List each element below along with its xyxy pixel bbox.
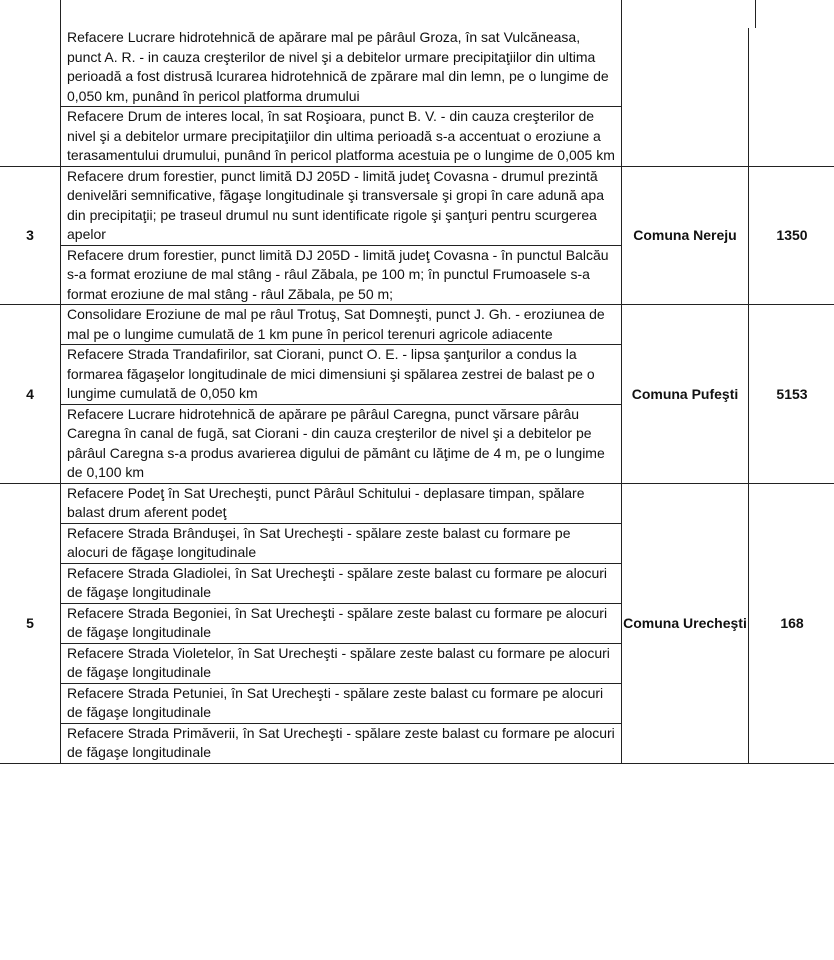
works-item: Refacere Strada Begoniei, în Sat Urecheşti - spălare zeste balast cu formare pe alocuri de făgaşe longitudinale [61, 603, 621, 643]
value-cell [749, 28, 834, 166]
works-item: Refacere Strada Trandafirilor, sat Ciorani, punct O. E. - lipsa şanţurilor a condus la formarea făgaşelor longitudinale de mici dimensiuni şi spălarea zestrei de balast pe o lungime cumulată de 0,050 km [61, 344, 621, 404]
row-number [0, 28, 61, 166]
works-item: Refacere drum forestier, punct limită DJ 205D - limită judeţ Covasna - drumul prezintă denivelări semnificative, făgaşe longitudinale şi transversale şi gropi în care adună apa din precipitaţii; pe traseul drumul nu sunt identificate rigole şi şanţuri pentru scurgerea apelor [67, 167, 604, 242]
works-item: Refacere Strada Gladiolei, în Sat Urecheşti - spălare zeste balast cu formare pe alocuri de făgaşe longitudinale [61, 563, 621, 603]
table-row [0, 483, 834, 763]
works-description-cell [61, 28, 622, 166]
works-item: Consolidare Eroziune de mal pe râul Trotuş, Sat Domneşti, punct J. Gh. - eroziunea de mal pe o lungime cumulată de 1 km pune în pericol terenuri agricole adiacente [67, 306, 605, 342]
works-description-cell [61, 483, 622, 763]
row-number: 5 [0, 483, 61, 763]
row-number: 3 [0, 166, 61, 305]
table-row [0, 28, 834, 166]
table-continuation-top [60, 0, 756, 28]
locality-cell: Comuna Pufeşti [622, 305, 749, 484]
table-row [0, 305, 834, 484]
works-item: Refacere Strada Violetelor, în Sat Urecheşti - spălare zeste balast cu formare pe alocuri de făgaşe longitudinale [61, 643, 621, 683]
works-item: Refacere Lucrare hidrotehnică de apărare pe pârâul Caregna, punct vărsare pârâu Caregna în canal de fugă, sat Ciorani - din cauza creşterilor de nivel şi a debitelor pe pârâul Caregna s-a produs avarierea digului de pământ cu lăţime de 4 m, pe o lungime de 0,100 km [61, 404, 621, 483]
works-item: Refacere Strada Brânduşei, în Sat Urecheşti - spălare zeste balast cu formare pe alocuri de făgaşe longitudinale [61, 523, 621, 563]
row-number: 4 [0, 305, 61, 484]
value-cell: 1350 [749, 166, 834, 305]
works-item: Refacere Podeţ în Sat Urecheşti, punct Pârâul Schitului - deplasare timpan, spălare balast drum aferent podeţ [67, 484, 585, 520]
works-description-cell [61, 166, 622, 305]
works-table-body [0, 28, 834, 763]
locality-cell [622, 28, 749, 166]
locality-cell: Comuna Urecheşti [622, 483, 749, 763]
table-row [0, 166, 834, 305]
works-item: Refacere drum forestier, punct limită DJ 205D - limită judeţ Covasna - în punctul Balcău s-a format eroziune de mal stâng - râul Zăbala, pe 100 m; în punctul Frumoasele s-a format eroziune de mal stâng - râul Zăbala, pe 50 m; [61, 245, 621, 305]
works-item: Refacere Strada Petuniei, în Sat Urecheşti - spălare zeste balast cu formare pe alocuri de făgaşe longitudinale [61, 683, 621, 723]
works-table [0, 28, 834, 764]
value-cell: 168 [749, 483, 834, 763]
value-cell: 5153 [749, 305, 834, 484]
locality-cell: Comuna Nereju [622, 166, 749, 305]
works-description-cell [61, 305, 622, 484]
works-item: Refacere Strada Primăverii, în Sat Urecheşti - spălare zeste balast cu formare pe alocuri de făgaşe longitudinale [61, 723, 621, 763]
works-item: Refacere Drum de interes local, în sat Roşioara, punct B. V. - din cauza creşterilor de nivel şi a debitelor urmare precipitaţiilor din ultima perioadă s-a accentuat o eroziune a terasamentului drumului, punând în pericol platforma acestuia pe o lungime de 0,005 km [61, 106, 621, 166]
works-item: Refacere Lucrare hidrotehnică de apărare mal pe pârâul Groza, în sat Vulcăneasa, punct A. R. - in cauza creşterilor de nivel şi a debitelor urmare precipitaţiilor din ultima perioadă a fost distrusă lcurarea hidrotehnică de zpărare mal din lemn, pe o lungime de 0,050 km, punând în pericol platforma drumului [67, 29, 609, 104]
